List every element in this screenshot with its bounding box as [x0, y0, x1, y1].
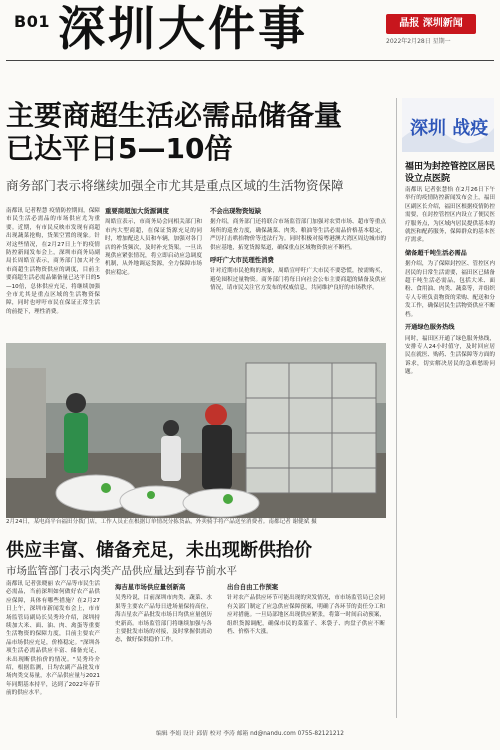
sidebar-subheading-1: 储备超千吨生活必需品	[405, 249, 467, 257]
photo-caption: 2月24日，某电商平台福田分拨门店，工作人员正在根据订单情况分拣货品，外卖骑手将产品送至消费者。南都记者 谢健斌 摄	[6, 519, 317, 525]
second-body-col2	[115, 583, 212, 720]
lead-col3-subheading: 呼吁广大市民理性消费	[210, 256, 274, 265]
publication-date: 2022年2月28日 星期一	[386, 38, 451, 45]
lead-headline-line2: 已达平日5—10倍	[6, 132, 233, 165]
lead-col3-text: 据介绍，商务部门还将联合市场监管部门加强对农贸市场、超市等重点场所的巡查力度，确保蔬菜、肉类、粮油等生活必需品价格基本稳定，严厉打击哄抬物价等违法行为。同时积极对接粤港澳大湾区周边城市的供应基地，拓宽货源渠道，确保重点区域物资供应不断档。	[210, 219, 386, 251]
lead-col3-heading: 不会出现物资短缺	[210, 207, 262, 215]
second-col2-text: 吴秀玲说，目前深圳市肉类、蔬菜、水果等主要农产品每日进场量保持高位，海吉星农产品批发市场日均供应量创历史新高。市场监管部门将继续加强与各主要批发市场的对接，及时掌握供需动态，做好保供稳价工作。	[115, 595, 212, 644]
second-headline: 供应丰富、储备充足，未出现断供抬价	[6, 540, 312, 561]
lead-body-col1: 南都讯 记者程慧 疫情防控期间，保障市民生活必需品的市场供应尤为重要。近期，有市民反映市发现有商超出现蔬菜抢购，货架空置的现象。针对这些情况，在2月27日上午的疫情防控新闻发布会上，深圳市商务局副局长周皓宣表示，商务部门加大对全市商超生活物资供应的调度，目前主要商超生活必需品储备量已达平日的5—10倍，总体供应充足，将继续加强全市尤其是重点区域的生活物资保障，同时也呼吁市民在保证正常生活的前提下，理性消费。	[6, 208, 100, 315]
page-number: B01	[14, 12, 50, 31]
sidebar-paragraph-3: 同时，福田区开通了绿色服务热线，安排专人24小时值守，及时回应居民在就医、购药、生活保障等方面的诉求，切实解决居民的急难愁盼问题。	[405, 335, 495, 376]
lead-col2-heading: 重要商超加大货源调度	[105, 207, 169, 215]
sidebar-headline: 福田为封控管控区居民设立点医院	[405, 162, 496, 184]
warehouse-photo	[6, 343, 386, 518]
page-footer: 编辑 李娟 设计 邱倩 校对 李涛 邮箱 nd@nandu.com 0755-82121212	[156, 731, 344, 737]
lead-headline	[6, 99, 386, 165]
second-body-col1: 南都讯 记者张晓丽 农产品等市民生活必需品，当前深圳如何做好农产品供应保障，具体有哪些措施？在2月27日上午，深圳市新闻发布会上，市市场监管局副局长吴秀玲介绍，深圳持续加大米、面、油、肉、禽蛋等重要生活物资的保障力度，目前主要农产品市场供应充足，价格稳定。"深圳各项生活必需品供应丰富、储备充足，未出现断供抬价的情况。"吴秀玲介绍，根据监测，日均农副产品批发市场肉类交易量，水产品供应量与2021年同期基本持平，达到了2022年春节前的供应水平。	[6, 581, 100, 697]
sidebar-banner-text: 深圳 战疫	[410, 118, 489, 139]
lead-headline-line1: 主要商超生活必需品储备量	[6, 99, 343, 132]
lead-col3-text-b: 针对近期市民抢购的现象，周皓宣呼吁广大市民不要恐慌，按需购买，避免囤积过量物资。商务部门将每日向社会公布主要商超的储备及供应情况，请市民关注官方发布的权威信息，共同维护良好的市场秩序。	[210, 268, 386, 292]
lead-subheadline: 商务部门表示将继续加强全市尤其是重点区域的生活物资保障	[6, 178, 344, 193]
sidebar-divider	[396, 98, 397, 718]
second-body-col3	[227, 583, 385, 720]
sidebar-paragraph-2: 据介绍，为了保障封控区、管控区内居民的日常生活需要，福田区已储备超千吨生活必需品，包括大米、面粉、食用油、肉类、蔬菜等，并组织专人专班负责物资的采购、配送和分发工作，确保居民生活物资供应不断档。	[405, 261, 495, 318]
second-col3-text: 针对农产品供应环节可能出现的突发情况，市市场监管局已会同有关部门制定了应急供应保障预案，明确了各环节的责任分工和应对措施。一旦局部地区出现供应紧张，将第一时间启动预案，组织货源调配，确保市民的菜篮子、米袋子、肉盘子供应不断档、价格不大涨。	[227, 595, 385, 636]
newspaper-logo: 晶报 深圳新闻	[386, 14, 476, 34]
second-col3-heading: 出台自由工作预案	[227, 583, 279, 591]
sidebar-body	[405, 186, 495, 716]
second-subheadline: 市场监管部门表示肉类产品供应量达到春节前水平	[6, 565, 237, 577]
sidebar-subheading-2: 开通绿色服务热线	[405, 324, 455, 332]
sidebar-banner	[402, 98, 494, 152]
lead-col2-text: 周皓宣表示，市商务局会同相关部门和市内大型商超，在保证货源充足的同时，增加配送人员和车辆，加强对各门店的补货频次，及时补充货架。一旦出现供应紧张情况，将立即启动应急调度机制，从外地调运货源，全力保障市场供应稳定。	[105, 219, 202, 276]
sidebar-paragraph-1: 南都讯 记者张慧怡 在2月26日下午举行的疫情防控新闻发布会上，福田区副区长介绍，福田区根据疫情防控需要，在封控管控区内设立了便民医疗服务点，为区域内居民提供基本的就医和配药服务，保障群众的基本医疗需求。	[405, 187, 495, 244]
lead-body-col2	[105, 207, 202, 340]
second-col2-heading: 海吉星市场供应量创新高	[115, 583, 186, 591]
section-masthead: 深圳大件事	[58, 2, 308, 57]
lead-body-col3	[210, 207, 386, 340]
header-divider	[6, 60, 494, 61]
